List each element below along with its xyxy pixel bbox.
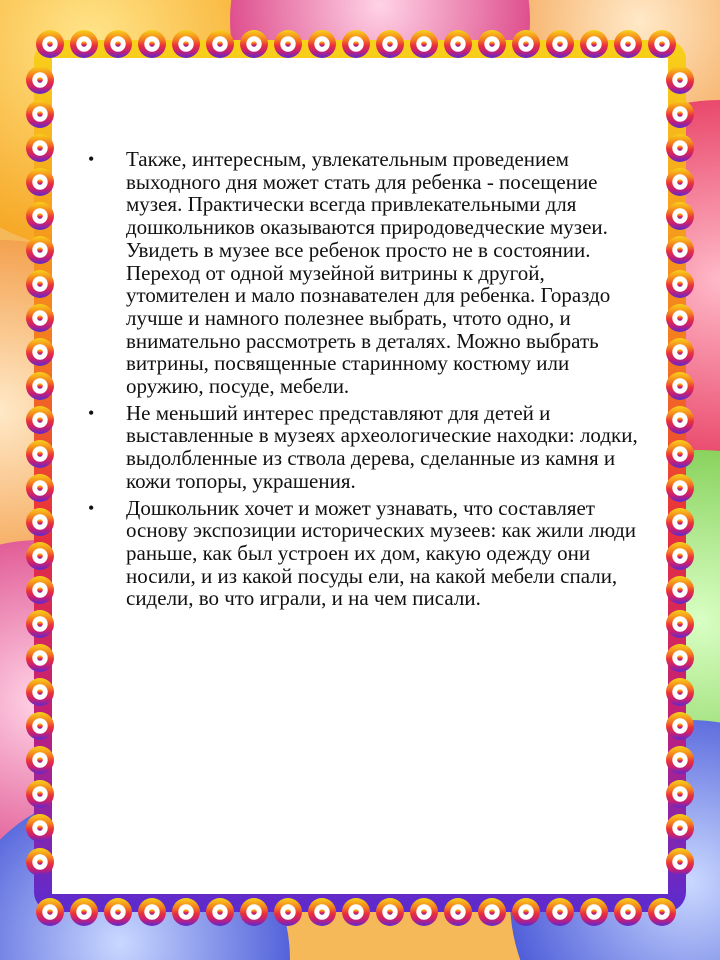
lace-scallop-dot (557, 909, 563, 915)
lace-scallop-dot (421, 41, 427, 47)
bullet-text: Не меньший интерес представляют для детей и выставленные в музеях археологические находки: лодки, выдолбленные из ствола дерева, сделанные из камня и кожи топоры, украшения. (126, 400, 638, 493)
lace-scallop-dot (677, 145, 683, 151)
lace-scallop-dot (677, 825, 683, 831)
lace-scallop-dot (353, 41, 359, 47)
lace-scallop-dot (659, 909, 665, 915)
lace-scallop-dot (677, 349, 683, 355)
lace-scallop-dot (37, 859, 43, 865)
lace-scallop-dot (455, 909, 461, 915)
lace-scallop-dot (677, 179, 683, 185)
lace-scallop-dot (677, 689, 683, 695)
lace-scallop-dot (37, 213, 43, 219)
lace-scallop-dot (677, 553, 683, 559)
lace-scallop-dot (37, 383, 43, 389)
lace-scallop-dot (149, 41, 155, 47)
lace-scallop-dot (557, 41, 563, 47)
lace-scallop-dot (387, 909, 393, 915)
lace-scallop-dot (591, 909, 597, 915)
lace-scallop-dot (37, 417, 43, 423)
lace-scallop-dot (677, 383, 683, 389)
bullet-icon: • (88, 149, 95, 169)
lace-scallop-dot (37, 111, 43, 117)
lace-scallop-dot (625, 41, 631, 47)
lace-scallop-dot (37, 179, 43, 185)
lace-scallop-dot (677, 655, 683, 661)
lace-scallop-dot (455, 41, 461, 47)
lace-scallop-dot (37, 485, 43, 491)
bullet-list (88, 148, 648, 610)
lace-scallop-dot (217, 909, 223, 915)
lace-scallop-dot (677, 281, 683, 287)
bullet-text: Дошкольник хочет и может узнавать, что составляет основу экспозиции исторических музеев: как жили люди раньше, как был устроен их дом, какую одежду они носили, и из какой посуды ели, на какой мебели спали, сидели, во что играли, и на чем писали. (126, 495, 637, 611)
lace-scallop-dot (677, 723, 683, 729)
lace-scallop-dot (285, 41, 291, 47)
list-item (88, 402, 648, 493)
lace-scallop-dot (677, 859, 683, 865)
lace-scallop-dot (37, 553, 43, 559)
lace-scallop-dot (81, 41, 87, 47)
lace-scallop-dot (677, 587, 683, 593)
lace-scallop-dot (421, 909, 427, 915)
lace-scallop-dot (37, 689, 43, 695)
lace-scallop-dot (37, 247, 43, 253)
lace-scallop-dot (677, 485, 683, 491)
list-item (88, 497, 648, 611)
bullet-icon: • (88, 402, 95, 423)
lace-scallop-dot (183, 41, 189, 47)
lace-scallop-dot (37, 315, 43, 321)
lace-scallop-dot (37, 77, 43, 83)
lace-scallop-dot (37, 587, 43, 593)
lace-scallop-dot (37, 791, 43, 797)
lace-scallop-dot (285, 909, 291, 915)
lace-scallop-dot (677, 451, 683, 457)
lace-scallop-dot (319, 41, 325, 47)
lace-scallop-dot (37, 825, 43, 831)
lace-scallop-dot (37, 349, 43, 355)
lace-scallop-dot (677, 111, 683, 117)
lace-scallop-dot (677, 621, 683, 627)
lace-scallop-dot (353, 909, 359, 915)
lace-scallop-dot (677, 757, 683, 763)
lace-scallop-dot (523, 909, 529, 915)
lace-scallop-dot (37, 723, 43, 729)
lace-scallop-dot (489, 41, 495, 47)
lace-scallop-dot (115, 41, 121, 47)
lace-scallop-dot (625, 909, 631, 915)
lace-scallop-dot (677, 315, 683, 321)
lace-scallop-dot (251, 909, 257, 915)
lace-scallop-dot (47, 41, 53, 47)
lace-scallop-dot (319, 909, 325, 915)
lace-scallop-dot (37, 757, 43, 763)
lace-scallop-dot (37, 451, 43, 457)
lace-scallop-dot (677, 417, 683, 423)
lace-scallop-dot (251, 41, 257, 47)
lace-scallop-dot (37, 519, 43, 525)
bullet-text: Также, интересным, увлекательным проведением выходного дня может стать для ребенка - посещение музея. Практически всегда привлекательными для дошкольников оказываются природоведческие музеи. Увидеть в музее все ребенок просто не в состоянии. Переход от одной музейной витрины к другой, утомителен и мало познавателен для ребенка. Гораздо лучше и намного полезнее выбрать, чтото одно, и внимательно рассмотреть в деталях. Можно выбрать витрины, посвященные старинному костюму или оружию, посуде, мебели. (126, 147, 611, 399)
lace-scallop-dot (37, 281, 43, 287)
lace-scallop-dot (677, 77, 683, 83)
lace-scallop-dot (677, 791, 683, 797)
lace-scallop-dot (523, 41, 529, 47)
lace-scallop-dot (591, 41, 597, 47)
lace-scallop-dot (659, 41, 665, 47)
lace-scallop-dot (387, 41, 393, 47)
lace-scallop-dot (489, 909, 495, 915)
list-item (88, 148, 648, 398)
lace-scallop-dot (677, 519, 683, 525)
lace-scallop-dot (81, 909, 87, 915)
lace-scallop-dot (115, 909, 121, 915)
lace-scallop-dot (47, 909, 53, 915)
text-content (88, 148, 648, 614)
lace-scallop-dot (37, 145, 43, 151)
lace-scallop-dot (677, 213, 683, 219)
lace-scallop-dot (183, 909, 189, 915)
bullet-icon: • (88, 497, 95, 518)
lace-scallop-dot (37, 621, 43, 627)
lace-scallop-dot (677, 247, 683, 253)
lace-scallop-dot (37, 655, 43, 661)
lace-scallop-dot (217, 41, 223, 47)
lace-scallop-dot (149, 909, 155, 915)
